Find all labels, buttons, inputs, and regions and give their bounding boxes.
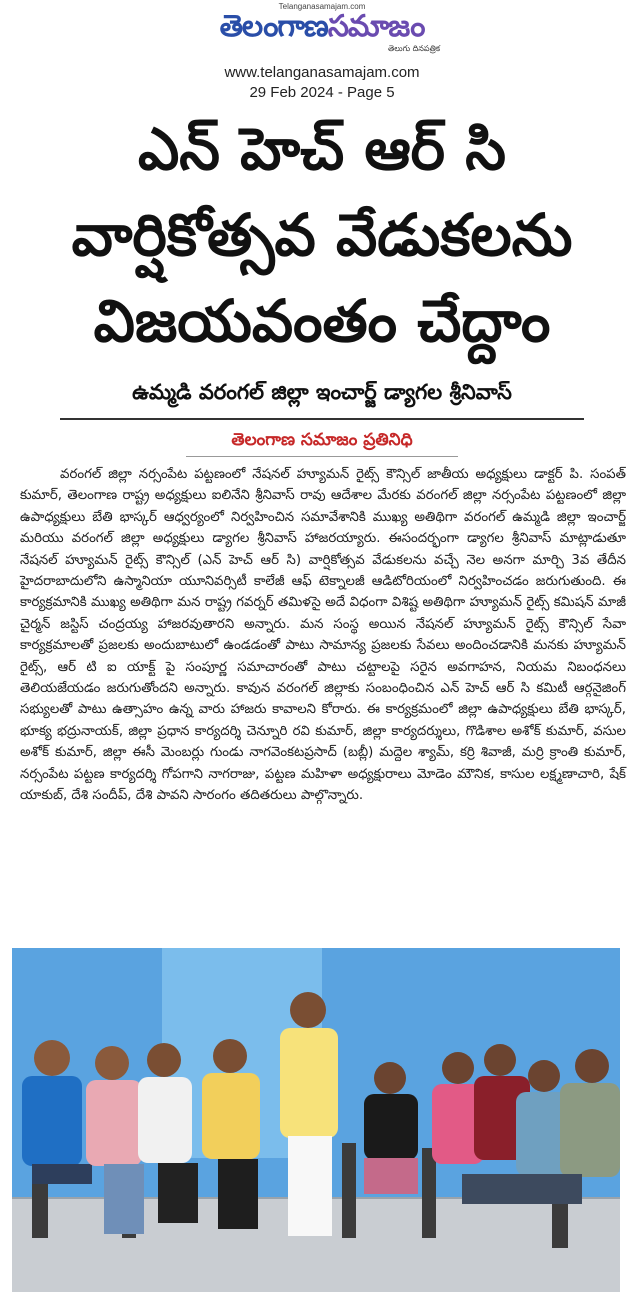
event-photo bbox=[12, 948, 620, 1292]
byline-divider bbox=[186, 456, 458, 457]
newspaper-logo bbox=[172, 8, 472, 46]
subheadline: ఉమ్మడి వరంగల్ జిల్లా ఇంచార్జ్ డ్యాగల శ్రీనివాస్ bbox=[60, 380, 584, 420]
edition-date-page: 29 Feb 2024 - Page 5 bbox=[249, 84, 395, 101]
headline-line-3: విజయవంతం చేద్దాం bbox=[93, 287, 551, 355]
edition-url: www.telanganasamajam.com bbox=[224, 64, 420, 81]
masthead-small-url: Telanganasamajam.com bbox=[278, 2, 366, 11]
article-body: వరంగల్ జిల్లా నర్సంపేట పట్టణంలో నేషనల్ హ్యూమన్ రైట్స్ కౌన్సిల్ జాతీయ అధ్యక్షులు డాక్టర్ పి. సంపత్ కుమార్, తెలంగాణ రాష్ట్ర అధ్యక్షులు ఐలినేని శ్రీనివాస్ రావు ఆదేశాల మేరకు వరంగల్ జిల్లా నర్సంపేట పట్టణంలో జిల్లా ఉపాధ్యక్షులు బేతి భాస్కర్ ఆధ్వర్యంలో నిర్వహించిన సమావేశానికి ముఖ్య అతిథిగా వరంగల్ ఉమ్మడి జిల్లా ఇంచార్జ్ మరియు వరంగల్ జిల్లా అధ్యక్షులు డ్యాగల శ్రీనివాస్ హాజరయ్యారు. ఈసందర్భంగా డ్యాగల శ్రీనివాస్ మాట్లాడుతూ నేషనల్ హ్యూమన్ రైట్స్ కౌన్సిల్ (ఎన్ హెచ్ ఆర్ సి) వార్షికోత్సవ వేడుకలను వచ్చే నెల అనగా మార్చి 3వ తేదీన హైదరాబాదులోని ఉస్మానియా యూనివర్సిటీ కాలేజీ ఆఫ్ టెక్నాలజీ ఆడిటోరియంలో నిర్వహించడం జరుగుతుంది. ఈ కార్యక్రమానికి ముఖ్య అతిథిగా మన రాష్ట్ర గవర్నర్ తమిళసై అదే విధంగా విశిష్ట అతిథిగా హ్యూమన్ రైట్స్ కమిషన్ మాజీ చైర్మన్ జస్టిస్ చంద్రయ్య హాజరవుతారని అన్నారు. మన సంస్థ అయిన నేషనల్ హ్యూమన్ రైట్స్ కౌన్సిల్ సేవా కార్యక్రమాలతో ప్రజలకు అందుబాటులో ఉండడంతో పాటు సామాన్య ప్రజలకు సేవలు అందించడానికి మనకు హ్యూమన్ రైట్స్, ఆర్ టి ఐ యాక్ట్ పై సంపూర్ణ సమాచారంతో పాటు చట్టాలపై సరైన అవగాహన, నియమ నిబంధనలు తెలియజేయడం జరుగుతోందని అన్నారు. కావున వరంగల్ జిల్లాకు సంబంధించిన ఎన్ హెచ్ ఆర్ సి కమిటీ ఆర్గనైజింగ్ సభ్యులతో పాటు ఉత్సాహం ఉన్న వారు హాజరు కావాలని కోరారు. ఈ కార్యక్రమంలో జిల్లా ఉపాధ్యక్షులు బేతి భాస్కర్, భూక్య భద్రునాయక్, జిల్లా ప్రధాన కార్యదర్శి చెన్నూరి రవి కుమార్, జిల్లా కార్యదర్శులు, గొడిశాల అశోక్ కుమార్, వసుల అశోక్ కుమార్, జిల్లా ఈసీ మెంబర్లు గుండు నాగవెంకటప్రసాద్ (బబ్లీ) మద్దెల శ్యామ్, కర్రి శివాజీ, మర్రి క్రాంతి కుమార్, నర్సంపేట పట్టణ కార్యదర్శి గోపగాని నాగరాజు, పట్టణ మహిళా అధ్యక్షురాలు మోడెం మౌనిక, కాసుల లక్ష్మణాచారి, షేక్ యాకుబ్, దేశి సందీప్, దేశి పావని సారంగం తదితరులు పాల్గొన్నారు. bbox=[20, 467, 626, 804]
masthead-tagline: తెలుగు దినపత్రిక bbox=[388, 44, 441, 53]
logo-word-samajam: సమాజం bbox=[327, 9, 425, 44]
byline: తెలంగాణ సమాజం ప్రతినిధి bbox=[231, 430, 413, 450]
headline bbox=[0, 106, 644, 364]
logo-word-telangana: తెలంగాణ bbox=[219, 9, 328, 44]
headline-line-1: ఎన్ హెచ్ ఆర్ సి bbox=[138, 115, 506, 183]
masthead bbox=[0, 0, 644, 58]
event-photo-illustration bbox=[12, 948, 620, 1292]
headline-line-2: వార్షికోత్సవ వేడుకలను bbox=[71, 201, 573, 269]
